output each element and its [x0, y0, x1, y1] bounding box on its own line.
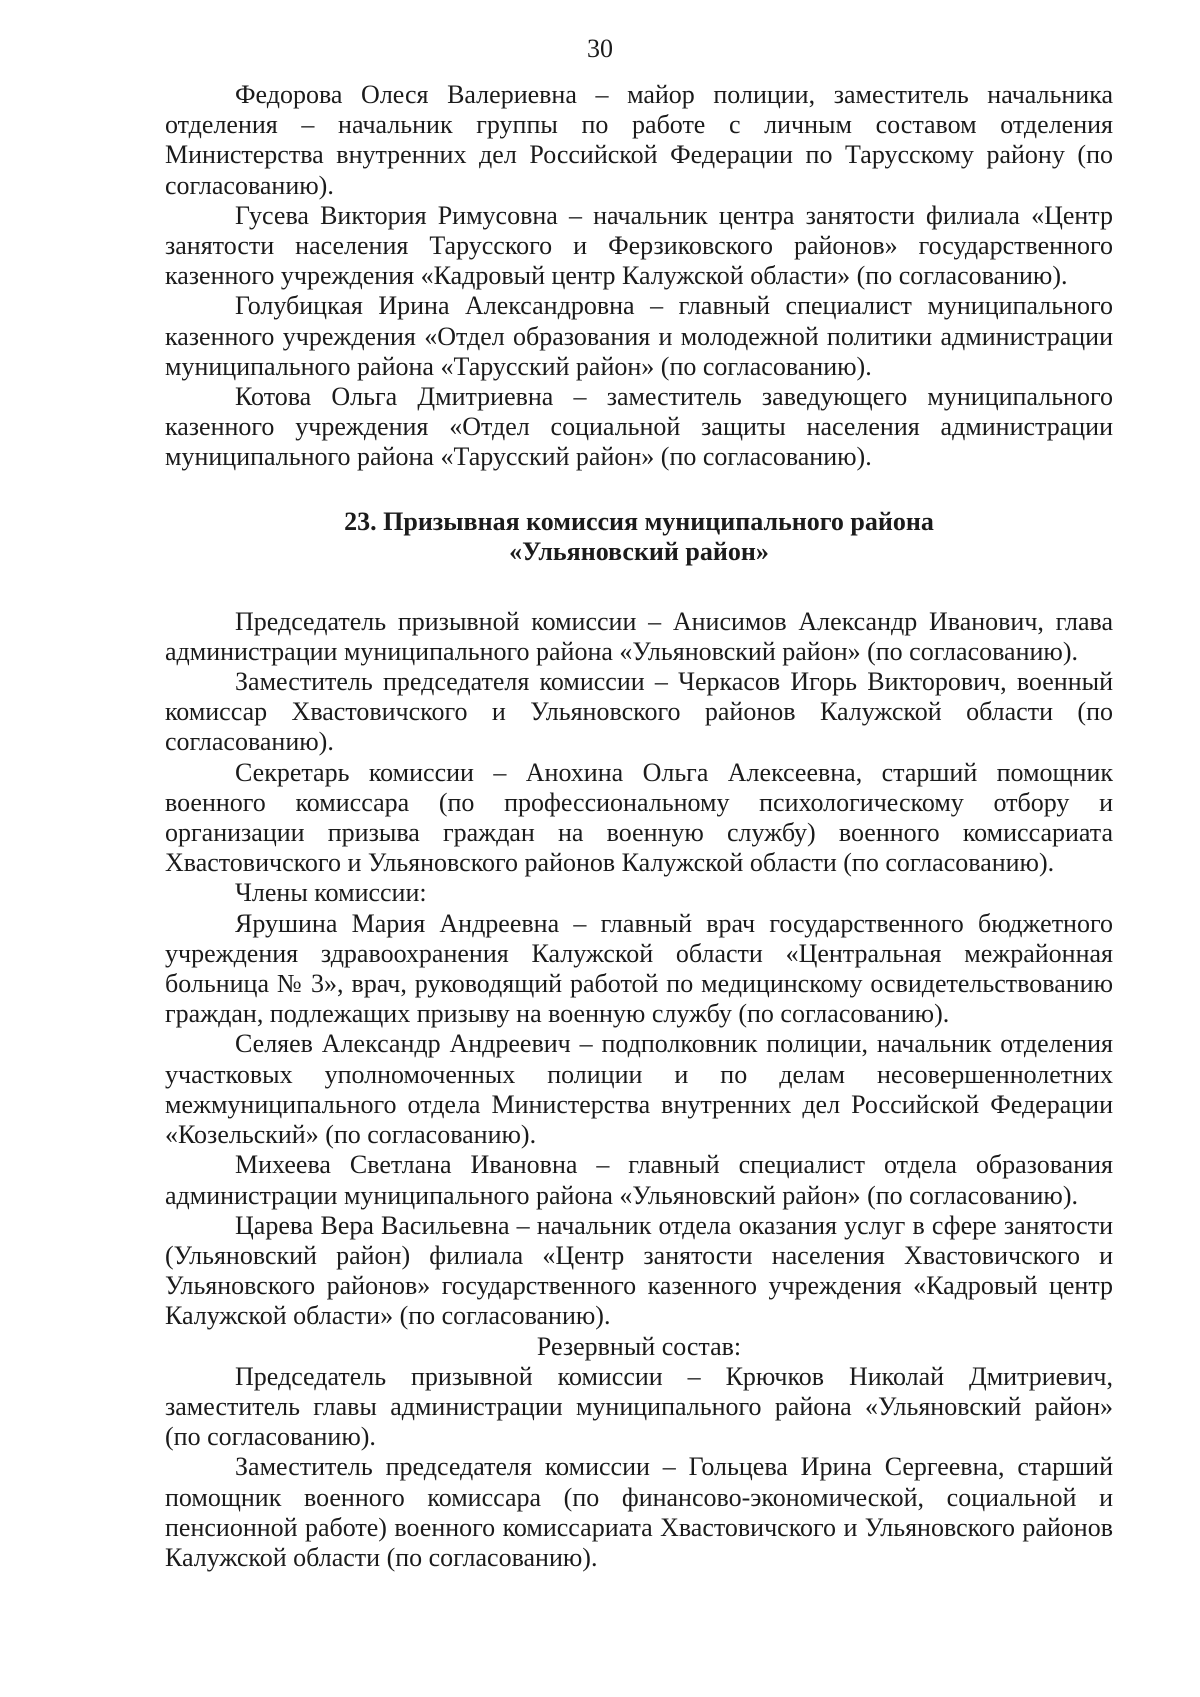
member-paragraph-guseva: Гусева Виктория Римусовна – начальник центра занятости филиала «Центр занятости населения Тарусского и Ферзиковского районов» государственного казенного учреждения «Кадровый центр Калужской области» (по согласованию). — [165, 200, 1113, 291]
member-paragraph-fedorova: Федорова Олеся Валериевна – майор полиции, заместитель начальника отделения – начальник группы по работе с личным составом отделения Министерства внутренних дел Российской Федерации по Тарусскому району (по согласованию). — [165, 80, 1113, 200]
reserve-label: Резервный состав: — [536, 1331, 742, 1361]
member-paragraph-yarushina: Ярушина Мария Андреевна – главный врач государственного бюджетного учреждения здравоохранения Калужской области «Центральная межрайонная больница № 3», врач, руководящий работой по медицинскому освидетельствованию граждан, подлежащих призыву на военную службу (по согласованию). — [165, 908, 1113, 1029]
section-heading-line-2: «Ульяновский район» — [509, 536, 769, 566]
members-label: Члены комиссии: — [235, 878, 427, 908]
member-paragraph-selyaev: Селяев Александр Андреевич – подполковник полиции, начальник отделения участковых уполномоченных полиции и по делам несовершеннолетних межмуниципального отдела Министерства внутренних дел Российской Федерации «Козельский» (по согласованию). — [165, 1029, 1113, 1150]
member-paragraph-golubitskaya: Голубицкая Ирина Александровна – главный специалист муниципального казенного учреждения «Отдел образования и молодежной политики администрации муниципального района «Тарусский район» (по согласованию). — [165, 291, 1113, 381]
chairman-paragraph: Председатель призывной комиссии – Анисимов Александр Иванович, глава администрации муниципального района «Ульяновский район» (по согласованию). — [165, 606, 1113, 666]
page-number: 30 — [587, 34, 613, 63]
deputy-paragraph: Заместитель председателя комиссии – Черкасов Игорь Викторович, военный комиссар Хвастовичского и Ульяновского районов Калужской области (по согласованию). — [165, 667, 1113, 757]
member-paragraph-kotova: Котова Ольга Дмитриевна – заместитель заведующего муниципального казенного учреждения «Отдел социальной защиты населения администрации муниципального района «Тарусский район» (по согласованию). — [165, 382, 1113, 472]
section-heading-line-1: 23. Призывная комиссия муниципального района — [344, 506, 934, 536]
reserve-deputy-paragraph: Заместитель председателя комиссии – Гольцева Ирина Сергеевна, старший помощник военного комиссара (по финансово-экономической, социальной и пенсионной работе) военного комиссариата Хвастовичского и Ульяновского районов Калужской области (по согласованию). — [165, 1452, 1113, 1572]
section-heading — [165, 507, 1113, 567]
document-body — [165, 80, 1113, 1573]
member-paragraph-mikheeva: Михеева Светлана Ивановна – главный специалист отдела образования администрации муниципального района «Ульяновский район» (по согласованию). — [165, 1150, 1113, 1210]
secretary-paragraph: Секретарь комиссии – Анохина Ольга Алексеевна, старший помощник военного комиссара (по профессиональному психологическому отбору и организации призыва граждан на военную службу) военного комиссариата Хвастовичского и Ульяновского районов Калужской области (по согласованию). — [165, 757, 1113, 878]
reserve-chairman-paragraph: Председатель призывной комиссии – Крючков Николай Дмитриевич, заместитель главы администрации муниципального района «Ульяновский район» (по согласованию). — [165, 1361, 1113, 1452]
member-paragraph-tsareva: Царева Вера Васильевна – начальник отдела оказания услуг в сфере занятости (Ульяновский район) филиала «Центр занятости населения Хвастовичского и Ульяновского районов» государственного казенного учреждения «Кадровый центр Калужской области» (по согласованию). — [165, 1210, 1113, 1331]
